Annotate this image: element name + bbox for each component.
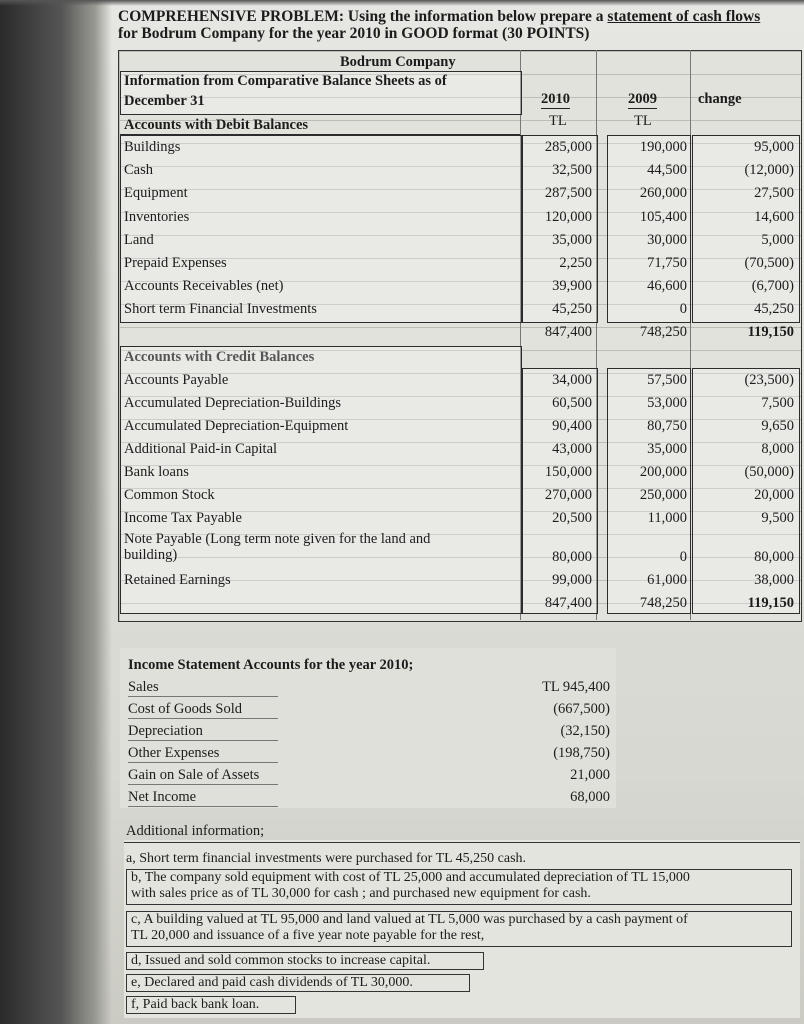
credit-value-2009: 250,000 — [639, 487, 687, 503]
problem-title — [118, 8, 802, 42]
debit-value-2009: 46,600 — [647, 278, 687, 295]
debit-total-2010: 847,400 — [544, 324, 592, 340]
debit-value-2009: 260,000 — [639, 185, 687, 202]
debit-heading: Accounts with Debit Balances — [124, 117, 309, 133]
credit-value-2009: 11,000 — [647, 510, 687, 526]
debit-value-2009: 30,000 — [647, 231, 687, 248]
credit-account-name: Retained Earnings — [124, 572, 231, 588]
debit-value-2009: 105,400 — [639, 208, 687, 225]
income-item-name: Gain on Sale of Assets — [128, 766, 278, 785]
debit-value-2010: 39,900 — [552, 278, 592, 295]
income-item-name: Net Income — [128, 788, 278, 807]
debit-account-name: Equipment — [124, 185, 188, 202]
additional-item-c-line2: TL 20,000 and issuance of a five year note payable for the rest, — [131, 928, 485, 943]
credit-account-name: Note Payable (Long term note given for the land and — [124, 531, 431, 547]
page-shadow-left — [0, 0, 112, 1024]
income-item-name: Sales — [128, 678, 278, 697]
debit-value-2009: 190,000 — [639, 139, 687, 155]
credit-value-2009: 61,000 — [647, 572, 687, 588]
income-item-value: TL 945,400 — [542, 679, 610, 695]
credit-account-name: Bank loans — [124, 464, 189, 480]
credit-value-change: 8,000 — [761, 441, 794, 457]
credit-value-2009: 80,750 — [647, 418, 687, 434]
debit-account-name: Short term Financial Investments — [124, 301, 317, 318]
debit-account-name: Accounts Receivables (net) — [124, 278, 284, 295]
credit-value-2010: 150,000 — [544, 464, 592, 480]
debit-value-change: 27,500 — [754, 185, 794, 202]
additional-item-a: a, Short term financial investments were purchased for TL 45,250 cash. — [126, 851, 527, 866]
income-item-name: Other Expenses — [128, 744, 278, 763]
debit-value-2010: 35,000 — [552, 231, 592, 248]
credit-value-change: (50,000) — [744, 464, 794, 480]
credit-account-name: Accumulated Depreciation-Buildings — [124, 395, 342, 411]
credit-value-2010: 60,500 — [552, 395, 592, 411]
debit-value-change: 45,250 — [754, 301, 794, 318]
debit-value-2010: 120,000 — [544, 208, 592, 225]
credit-value-change: 7,500 — [761, 395, 794, 411]
debit-value-2009: 44,500 — [647, 162, 687, 179]
credit-total-2010: 847,400 — [544, 595, 592, 611]
credit-account-name: Income Tax Payable — [124, 510, 242, 526]
company-name: Bodrum Company — [340, 54, 456, 70]
additional-item-f: f, Paid back bank loan. — [126, 996, 296, 1014]
credit-account-name: Additional Paid-in Capital — [124, 441, 278, 457]
title-underlined: statement of cash flows — [607, 8, 761, 25]
credit-value-2009: 200,000 — [639, 464, 687, 480]
credit-total-2009: 748,250 — [639, 595, 687, 611]
additional-item-b-line1: b, The company sold equipment with cost of TL 25,000 and accumulated depreciation of TL 15,000 — [131, 870, 690, 885]
debit-value-2010: 32,500 — [552, 162, 592, 179]
debit-value-2009: 71,750 — [647, 255, 687, 271]
income-heading: Income Statement Accounts for the year 2010; — [128, 657, 414, 673]
credit-value-2009: 35,000 — [647, 441, 687, 457]
credit-value-change: 20,000 — [754, 487, 794, 503]
credit-account-name: Common Stock — [124, 487, 215, 503]
credit-value-change: 38,000 — [754, 572, 794, 588]
page-shadow-top — [0, 0, 804, 6]
income-item-value: 21,000 — [570, 767, 610, 783]
credit-value-2010: 99,000 — [552, 572, 592, 588]
credit-account-name: Accounts Payable — [124, 372, 229, 388]
debit-value-change: 95,000 — [754, 139, 794, 155]
debit-value-2010: 2,250 — [559, 255, 592, 271]
credit-value-change: 9,650 — [761, 418, 794, 434]
currency-2009: TL — [634, 113, 652, 129]
debit-account-name: Inventories — [124, 208, 190, 225]
income-item-value: 68,000 — [570, 789, 610, 805]
income-item-value: (198,750) — [553, 745, 610, 761]
additional-item-e: e, Declared and paid cash dividends of TL 30,000. — [126, 974, 470, 992]
debit-account-name: Buildings — [124, 139, 181, 155]
debit-account-name: Prepaid Expenses — [124, 255, 227, 271]
additional-heading: Additional information; — [126, 823, 265, 839]
additional-item-d: d, Issued and sold common stocks to increase capital. — [126, 952, 484, 970]
additional-item-c — [126, 911, 792, 947]
credit-value-2009: 53,000 — [647, 395, 687, 411]
credit-account-name-cont: building) — [124, 547, 178, 563]
additional-item-b — [126, 869, 792, 905]
additional-item-c-line1: c, A building valued at TL 95,000 and land valued at TL 5,000 was purchased by a cash payment of — [131, 912, 688, 927]
additional-item-b-line2: with sales price as of TL 30,000 for cash ; and purchased new equipment for cash. — [131, 886, 591, 901]
credit-value-2009: 0 — [679, 549, 687, 565]
debit-account-name: Cash — [124, 162, 153, 179]
credit-value-2010: 80,000 — [552, 549, 592, 565]
credit-value-2010: 43,000 — [552, 441, 592, 457]
debit-total-change: 119,150 — [747, 324, 794, 340]
title-line2: for Bodrum Company for the year 2010 in GOOD format (30 POINTS) — [118, 25, 590, 42]
debit-value-2009: 0 — [679, 301, 687, 318]
credit-account-name: Accumulated Depreciation-Equipment — [124, 418, 349, 434]
debit-value-change: 5,000 — [761, 231, 794, 248]
income-item-name: Cost of Goods Sold — [128, 700, 278, 719]
title-prefix: COMPREHENSIVE PROBLEM: Using the information below prepare a — [118, 8, 608, 25]
credit-value-2010: 20,500 — [552, 510, 592, 526]
debit-account-name: Land — [124, 231, 154, 248]
credit-value-change: 80,000 — [754, 549, 794, 565]
credit-heading: Accounts with Credit Balances — [124, 349, 315, 365]
debit-value-change: (12,000) — [744, 162, 794, 179]
debit-value-change: (70,500) — [744, 255, 794, 271]
credit-total-change: 119,150 — [747, 595, 794, 611]
info-header-line1: Information from Comparative Balance Sheets as of — [124, 73, 447, 89]
income-item-value: (32,150) — [560, 723, 610, 739]
info-header-line2: December 31 — [124, 93, 205, 109]
column-header-change: change — [698, 91, 742, 107]
debit-total-2009: 748,250 — [639, 324, 687, 340]
income-item-name: Depreciation — [128, 722, 278, 741]
debit-value-change: 14,600 — [754, 208, 794, 225]
credit-value-2010: 270,000 — [544, 487, 592, 503]
debit-value-2010: 285,000 — [544, 139, 592, 155]
credit-value-2010: 34,000 — [552, 372, 592, 388]
credit-value-2009: 57,500 — [647, 372, 687, 388]
additional-top-rule — [124, 842, 800, 843]
credit-value-change: (23,500) — [744, 372, 794, 388]
debit-value-2010: 287,500 — [544, 185, 592, 202]
income-item-value: (667,500) — [553, 701, 610, 717]
column-header-2009: 2009 — [628, 91, 657, 107]
debit-value-2010: 45,250 — [552, 301, 592, 318]
currency-2010: TL — [549, 113, 567, 129]
debit-value-change: (6,700) — [751, 278, 794, 295]
column-header-2010: 2010 — [541, 91, 570, 107]
credit-value-change: 9,500 — [761, 510, 794, 526]
credit-value-2010: 90,400 — [552, 418, 592, 434]
